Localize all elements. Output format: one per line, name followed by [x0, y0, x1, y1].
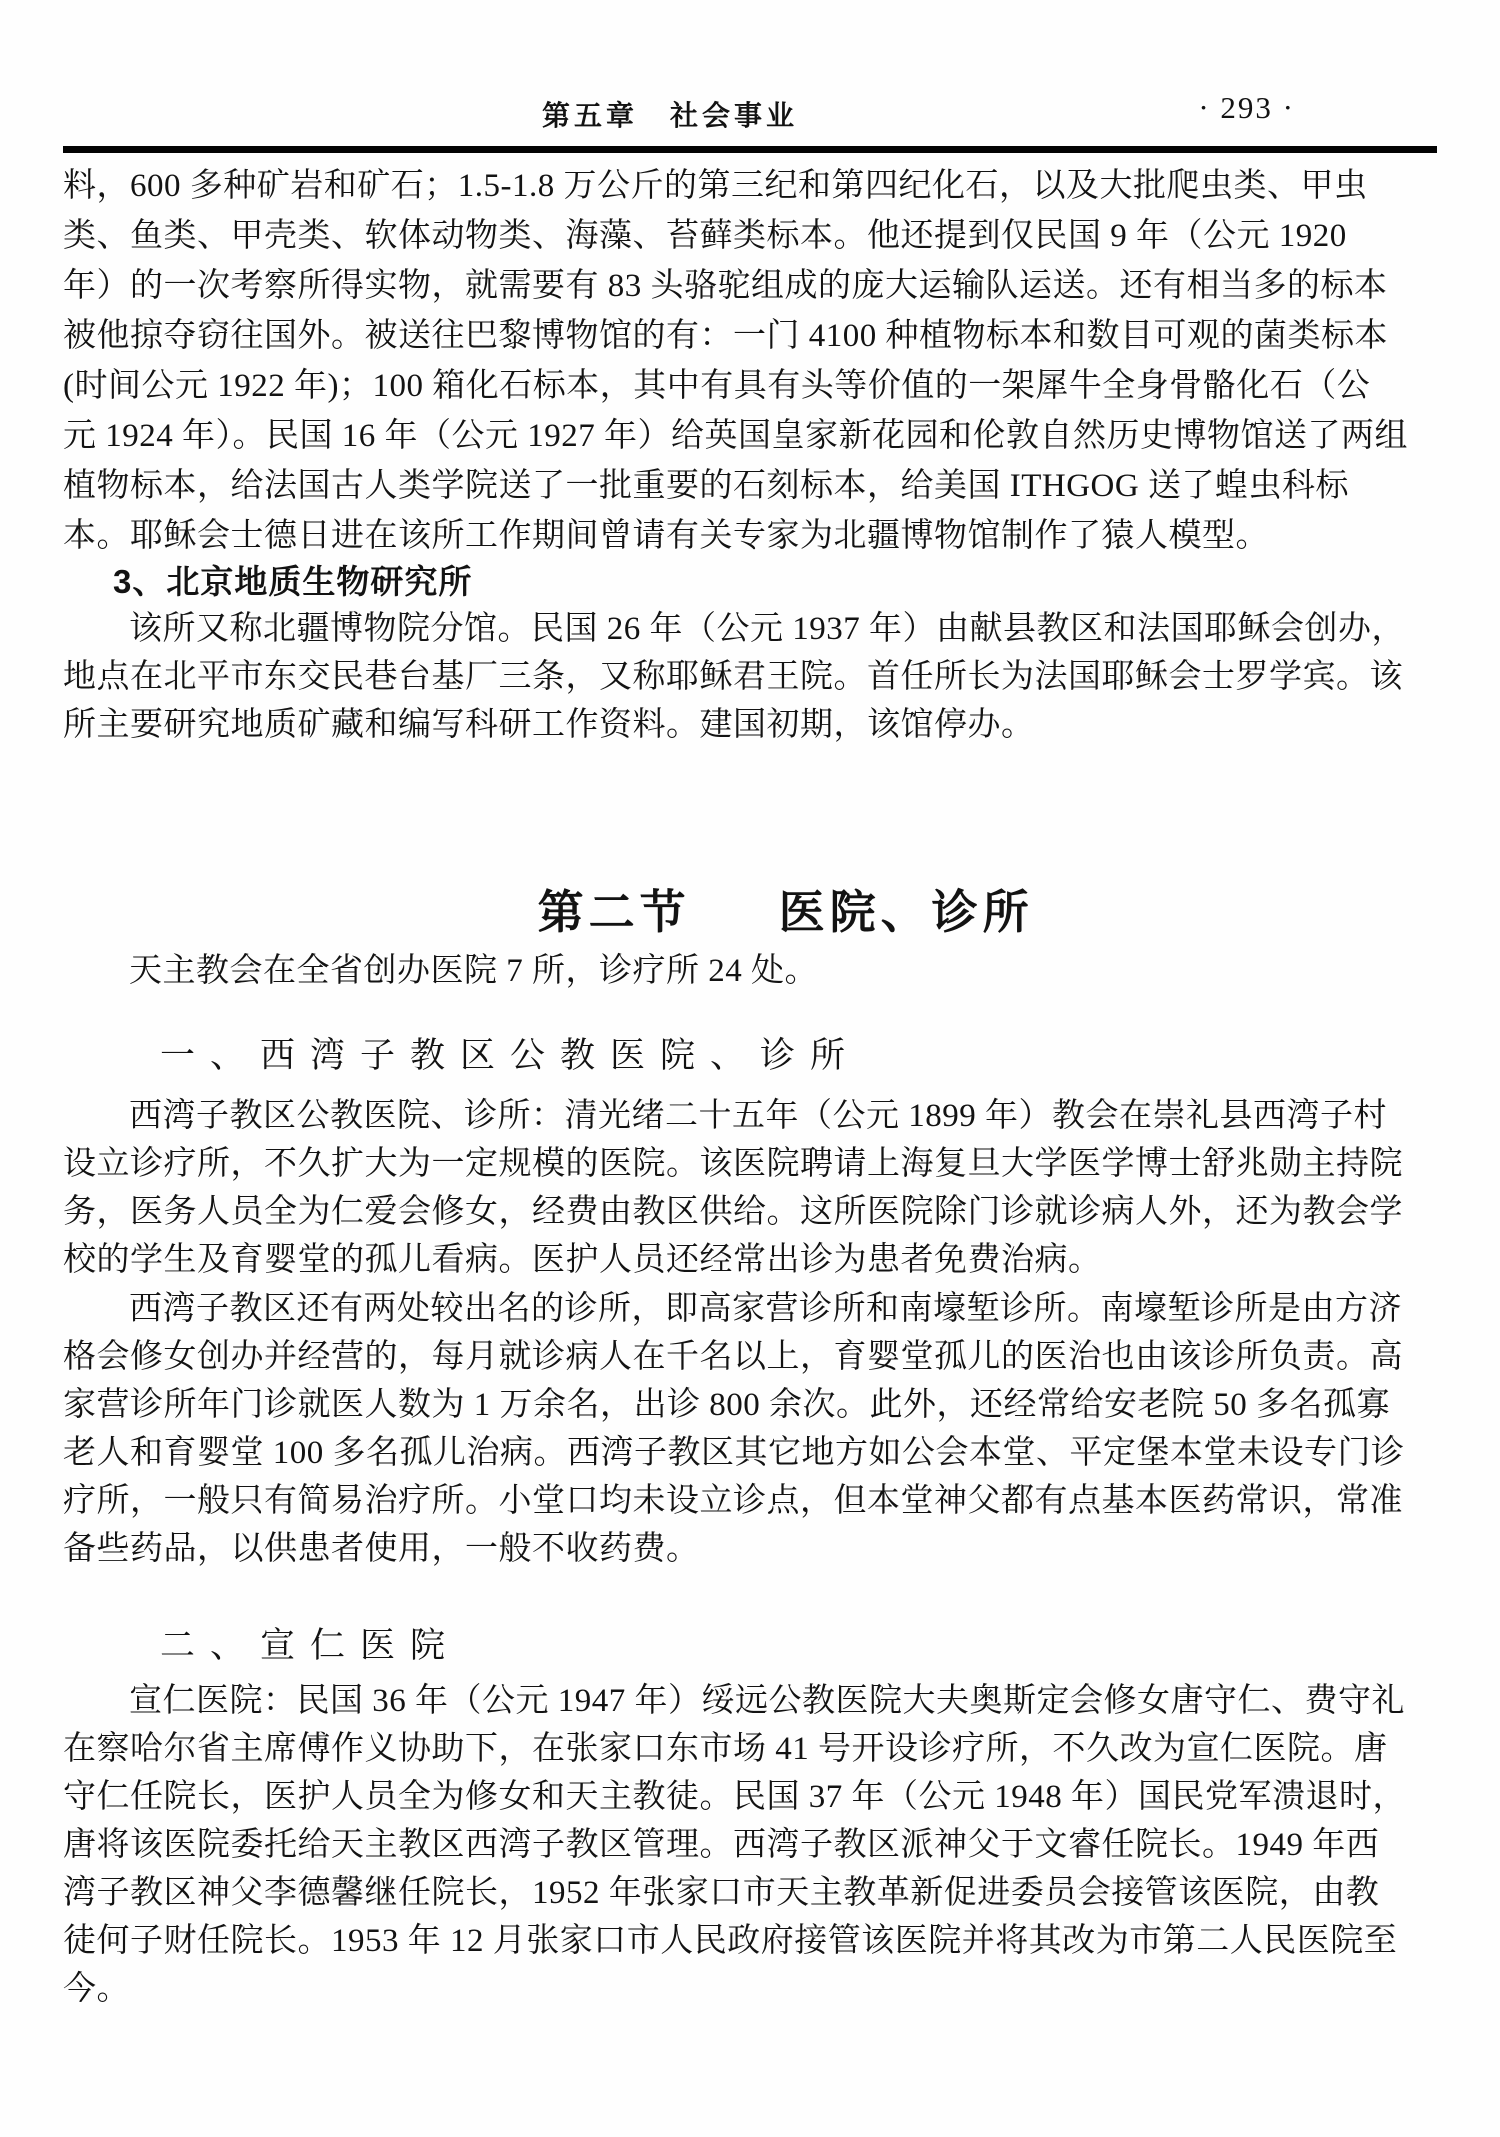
- text-line: 料，600 多种矿岩和矿石；1.5-1.8 万公斤的第三纪和第四纪化石，以及大批爬虫类、甲虫: [63, 168, 1368, 204]
- section-title-prefix: 第二节: [537, 886, 691, 938]
- text-line: 本。耶稣会士德日进在该所工作期间曾请有关专家为北疆博物馆制作了猿人模型。: [63, 518, 1269, 554]
- text-line: 植物标本，给法国古人类学院送了一批重要的石刻标本，给美国 ITHGOG 送了蝗虫科标: [63, 468, 1349, 504]
- text-line: 校的学生及育婴堂的孤儿看病。医护人员还经常出诊为患者免费治病。: [63, 1242, 1102, 1278]
- text-line: 元 1924 年）。民国 16 年（公元 1927 年）给英国皇家新花园和伦敦自然历史博物馆送了两组: [63, 418, 1408, 454]
- text-line: 徒何子财任院长。1953 年 12 月张家口市人民政府接管该医院并将其改为市第二人民医院至: [63, 1923, 1398, 1959]
- text-line: 年）的一次考察所得实物，就需要有 83 头骆驼组成的庞大运输队运送。还有相当多的标本: [63, 268, 1388, 304]
- text-line: 被他掠夺窃往国外。被送往巴黎博物馆的有：一门 4100 种植物标本和数目可观的菌类标本: [63, 318, 1388, 354]
- paragraph-section-intro: 天主教会在全省创办医院 7 所，诊疗所 24 处。: [129, 953, 818, 989]
- text-line: 西湾子教区还有两处较出名的诊所，即高家营诊所和南壕堑诊所。南壕堑诊所是由方济: [129, 1291, 1402, 1327]
- text-line: 老人和育婴堂 100 多名孤儿治病。西湾子教区其它地方如公会本堂、平定堡本堂未设专门诊: [63, 1435, 1405, 1471]
- subheading-xuanren-hospital: 二、宣仁医院: [160, 1626, 461, 1665]
- text-line: 宣仁医院：民国 36 年（公元 1947 年）绥远公教医院大夫奥斯定会修女唐守仁、费守礼: [129, 1683, 1405, 1719]
- paragraph-institute-description: [63, 605, 1437, 749]
- text-line: 在察哈尔省主席傅作义协助下，在张家口东市场 41 号开设诊疗所，不久改为宣仁医院。唐: [63, 1731, 1388, 1767]
- text-line: 湾子教区神父李德馨继任院长，1952 年张家口市天主教革新促进委员会接管该医院，由教: [63, 1875, 1380, 1911]
- paragraph-continuation-museum-specimens: [63, 161, 1437, 561]
- text-line: 西湾子教区公教医院、诊所：清光绪二十五年（公元 1899 年）教会在崇礼县西湾子村: [129, 1098, 1387, 1134]
- text-line: 地点在北平市东交民巷台基厂三条，又称耶稣君王院。首任所长为法国耶稣会士罗学宾。该: [63, 659, 1403, 695]
- paragraph-xuanren-hospital-history: [63, 1677, 1437, 2013]
- text-line: 家营诊所年门诊就医人数为 1 万余名，出诊 800 余次。此外，还经常给安老院 50 多名孤寡: [63, 1387, 1390, 1423]
- text-line: 所主要研究地质矿藏和编写科研工作资料。建国初期，该馆停办。: [63, 707, 1035, 743]
- text-line: 备些药品，以供患者使用，一般不收药费。: [63, 1531, 700, 1567]
- text-line: 设立诊疗所，不久扩大为一定规模的医院。该医院聘请上海复旦大学医学博士舒兆勋主持院: [63, 1146, 1403, 1182]
- header-rule: [63, 146, 1437, 153]
- text-line: 疗所，一般只有简易治疗所。小堂口均未设立诊点，但本堂神父都有点基本医药常识，常准: [63, 1483, 1403, 1519]
- text-line: 务，医务人员全为仁爱会修女，经费由教区供给。这所医院除门诊就诊病人外，还为教会学: [63, 1194, 1403, 1230]
- text-line: 类、鱼类、甲壳类、软体动物类、海藻、苔藓类标本。他还提到仅民国 9 年（公元 1920: [63, 218, 1347, 254]
- text-line: 格会修女创办并经营的，每月就诊病人在千名以上，育婴堂孤儿的医治也由该诊所负责。高: [63, 1339, 1403, 1375]
- text-line: 今。: [63, 1971, 130, 2007]
- page-number: · 293 ·: [1198, 90, 1295, 125]
- text-line: 该所又称北疆博物院分馆。民国 26 年（公元 1937 年）由献县教区和法国耶稣会创办，: [129, 611, 1405, 647]
- text-line: (时间公元 1922 年)；100 箱化石标本，其中有具有头等价值的一架犀牛全身骨骼化石（公: [63, 368, 1371, 404]
- text-line: 唐将该医院委托给天主教区西湾子教区管理。西湾子教区派神父于文睿任院长。1949 年西: [63, 1827, 1380, 1863]
- text-line: 守仁任院长，医护人员全为修女和天主教徒。民国 37 年（公元 1948 年）国民党军溃退时，: [63, 1779, 1406, 1815]
- section-title-text: 医院、诊所: [778, 886, 1034, 938]
- heading-beijing-geology-biology-institute: 3、北京地质生物研究所: [113, 563, 473, 600]
- paragraph-xiwanzi-hospital: [63, 1092, 1437, 1284]
- page-header-chapter-title: 第五章 社会事业: [541, 101, 798, 132]
- paragraph-xiwanzi-clinics: [63, 1285, 1437, 1573]
- subheading-xiwanzi-parish-hospital-clinics: 一、西湾子教区公教医院、诊所: [160, 1036, 861, 1075]
